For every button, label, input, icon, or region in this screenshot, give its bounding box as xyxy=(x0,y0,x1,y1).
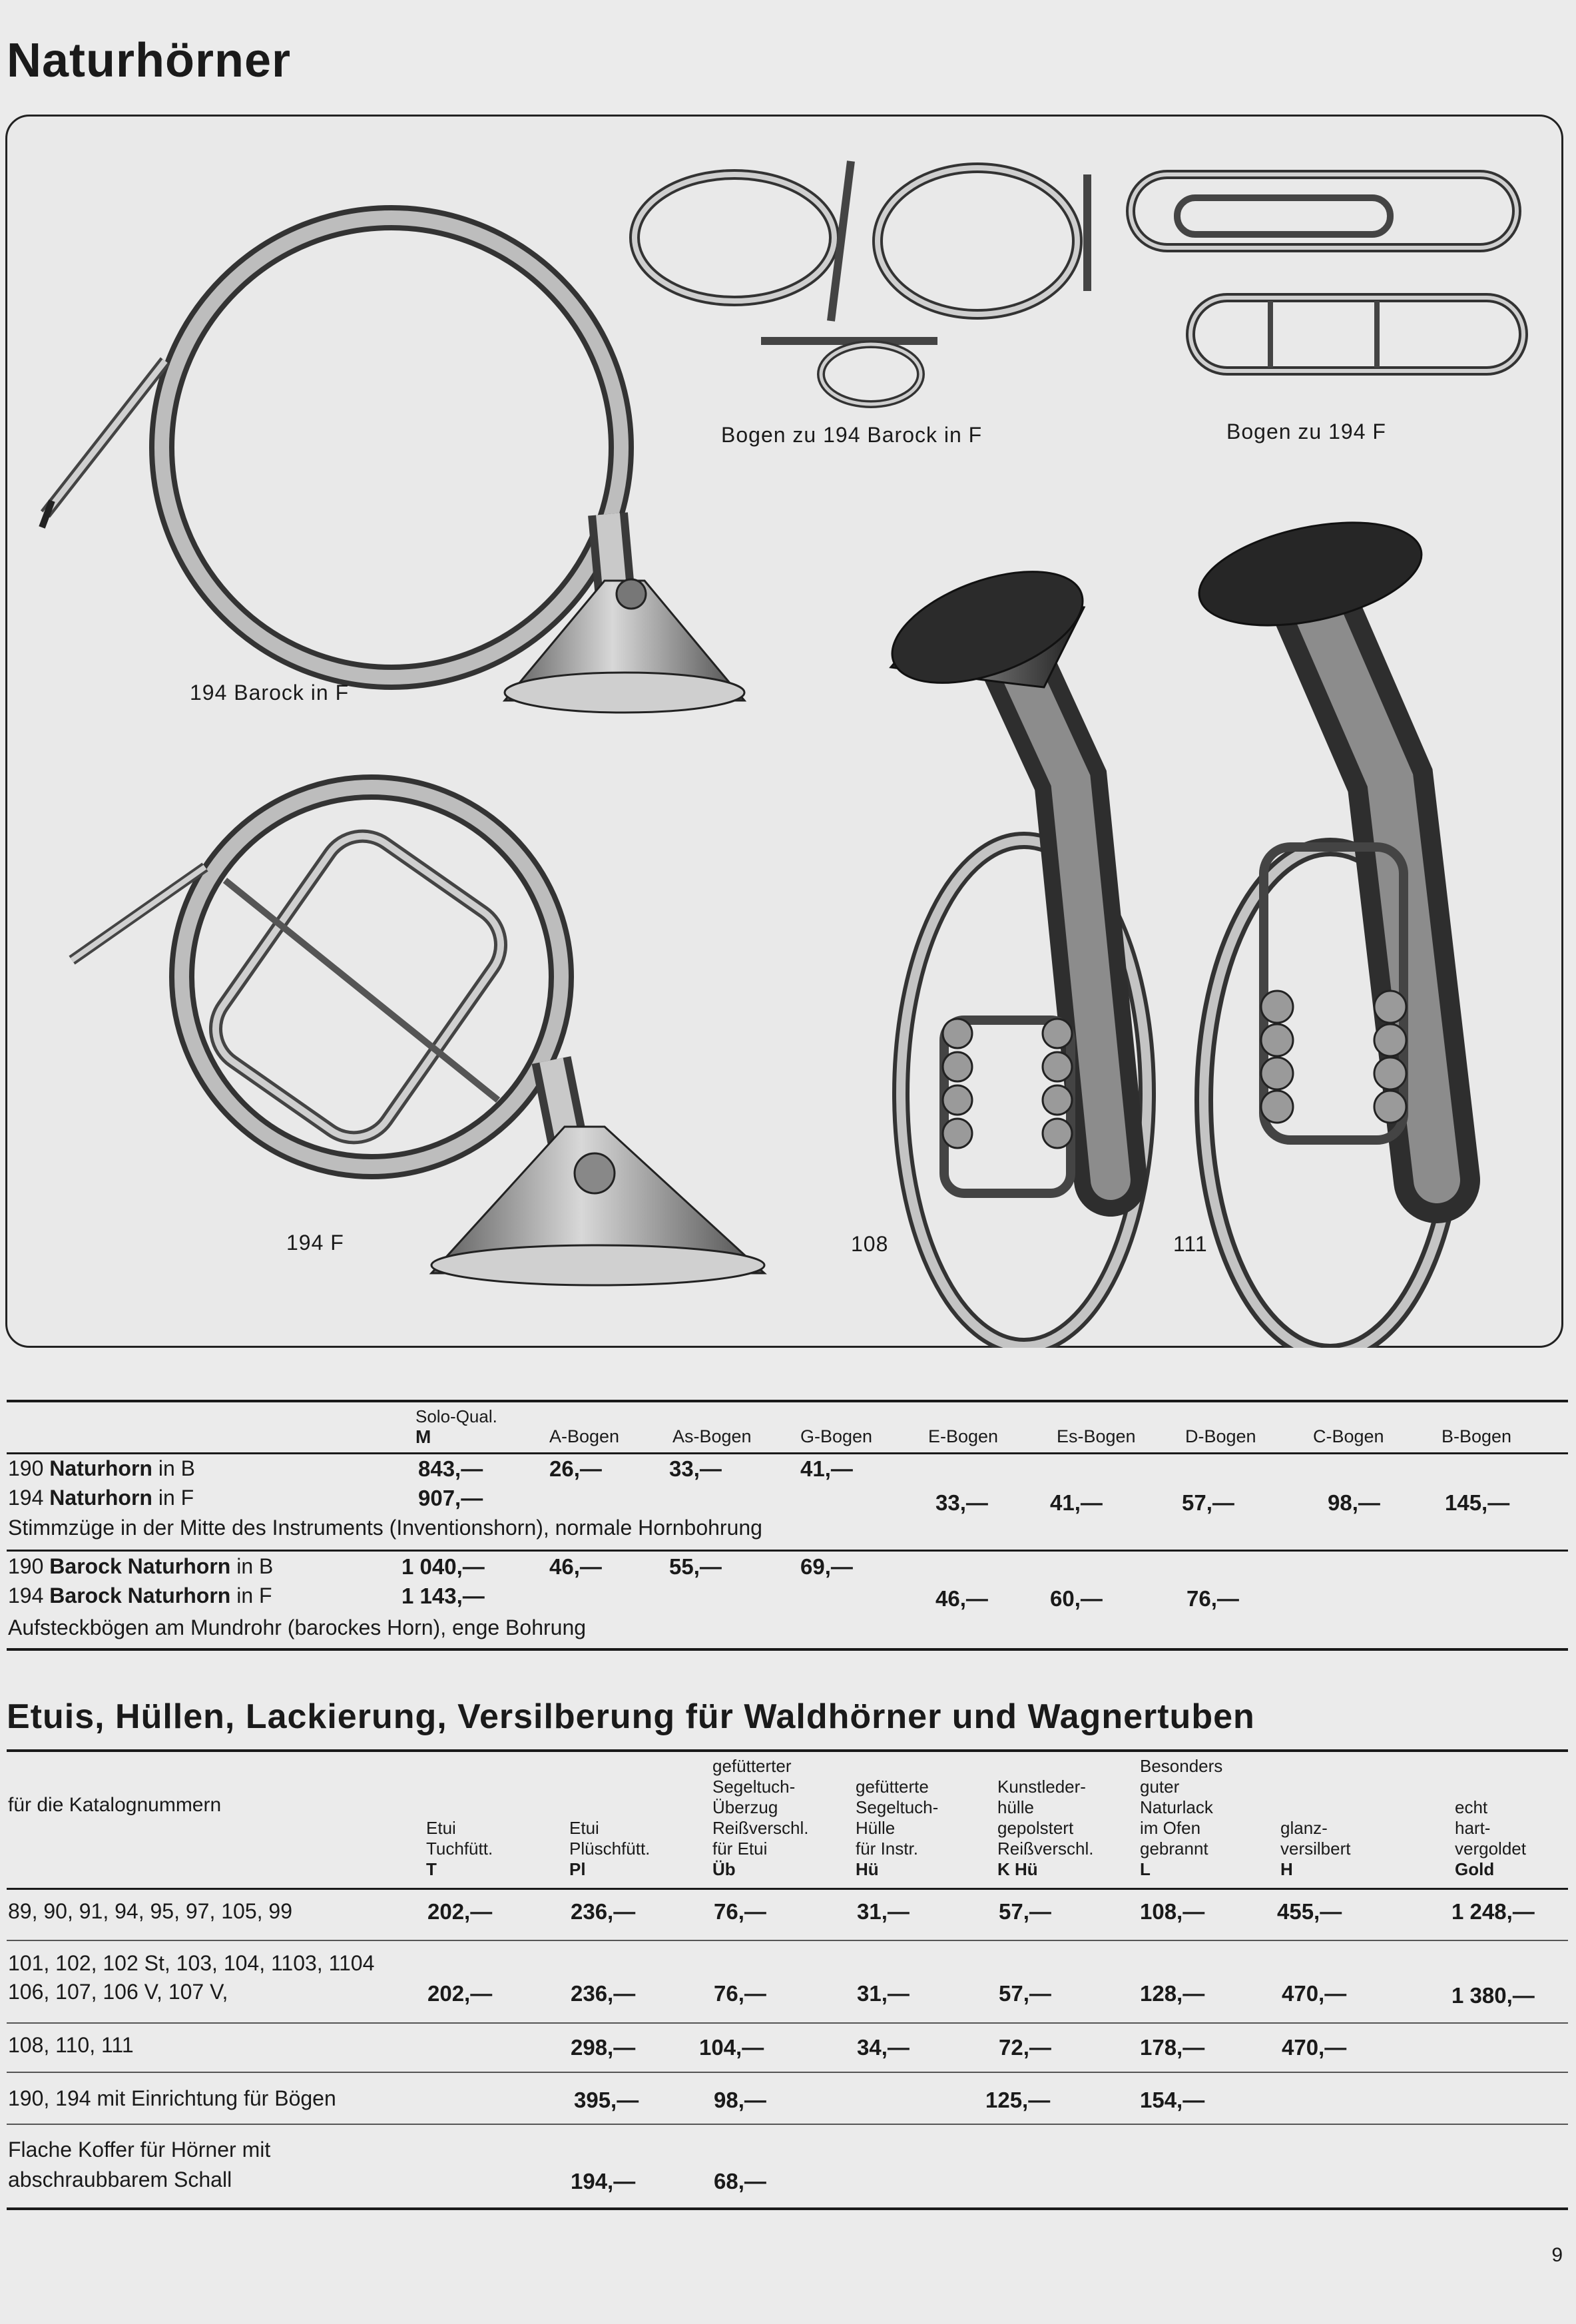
page-number: 9 xyxy=(1551,2244,1563,2266)
price-cell: 108,— xyxy=(1140,1899,1205,1924)
price-cell: 395,— xyxy=(574,2088,639,2112)
instrument-illustrations xyxy=(5,115,1563,1348)
crooks-barock-illustration xyxy=(635,161,1087,404)
table2-col-h: glanz- versilbert H xyxy=(1280,1818,1351,1879)
caption-194-barock: 194 Barock in F xyxy=(190,681,350,705)
price-cell: 128,— xyxy=(1140,1981,1205,2006)
table1-header-e-bogen: E-Bogen xyxy=(928,1426,999,1446)
tuba-111-illustration xyxy=(1190,505,1457,1348)
table1-note-1: Stimmzüge in der Mitte des Instruments (Inventionshorn), normale Hornbohrung xyxy=(8,1516,762,1540)
price-cell: 55,— xyxy=(669,1554,722,1579)
price-cell: 41,— xyxy=(800,1456,853,1481)
caption-bogen-f: Bogen zu 194 F xyxy=(1226,420,1386,443)
price-cell: 46,— xyxy=(935,1586,988,1611)
price-cell: 98,— xyxy=(714,2088,766,2112)
table1-header-a-bogen: A-Bogen xyxy=(549,1426,620,1446)
table1-top-rule xyxy=(7,1400,1568,1402)
price-cell: 68,— xyxy=(714,2169,766,2193)
table2-col-gold: echt hart- vergoldet Gold xyxy=(1455,1797,1526,1879)
price-cell: 1 248,— xyxy=(1451,1899,1535,1924)
price-cell: 145,— xyxy=(1445,1490,1510,1515)
table-row: 190, 194 mit Einrichtung für Bögen xyxy=(8,2086,336,2110)
price-cell: 31,— xyxy=(857,1981,910,2006)
table1-header-as-bogen: As-Bogen xyxy=(672,1426,752,1446)
price-cell: 76,— xyxy=(1186,1586,1239,1611)
table-row: 106, 107, 106 V, 107 V, xyxy=(8,1980,228,2004)
price-cell: 194,— xyxy=(571,2169,636,2193)
price-cell: 57,— xyxy=(1182,1490,1234,1515)
table1-bottom-rule xyxy=(7,1648,1568,1651)
price-cell: 1 143,— xyxy=(401,1584,485,1608)
price-cell: 46,— xyxy=(549,1554,602,1579)
table2-col-ub: gefütterter Segeltuch- Überzug Reißverschl. für Etui Üb xyxy=(712,1756,809,1879)
table2-col-pl: Etui Plüschfütt. Pl xyxy=(569,1818,651,1879)
table-row: 194 Naturhorn in F xyxy=(8,1486,194,1510)
table-row: 89, 90, 91, 94, 95, 97, 105, 99 xyxy=(8,1899,293,1923)
crooks-f-illustration xyxy=(1131,174,1523,371)
price-cell: 178,— xyxy=(1140,2035,1205,2060)
caption-108: 108 xyxy=(851,1232,889,1256)
table2-top-rule xyxy=(7,1749,1568,1752)
price-cell: 298,— xyxy=(571,2035,636,2060)
table1-header-g-bogen: G-Bogen xyxy=(800,1426,873,1446)
table1-header-b-bogen: B-Bogen xyxy=(1442,1426,1512,1446)
price-cell: 154,— xyxy=(1140,2088,1205,2112)
table1-header-rule xyxy=(7,1452,1568,1454)
table1-header-d-bogen: D-Bogen xyxy=(1185,1426,1256,1446)
price-cell: 455,— xyxy=(1277,1899,1342,1924)
table-row: 190 Naturhorn in B xyxy=(8,1456,195,1480)
table2-col-hu: gefütterte Segeltuch- Hülle für Instr. Hü xyxy=(856,1777,939,1879)
price-cell: 33,— xyxy=(935,1490,988,1515)
horn-194-barock-illustration xyxy=(42,218,744,713)
price-cell: 104,— xyxy=(699,2035,764,2060)
price-cell: 26,— xyxy=(549,1456,602,1481)
table2-col-l: Besonders guter Naturlack im Ofen gebrannt L xyxy=(1140,1756,1223,1879)
table-row: 190 Barock Naturhorn in B xyxy=(8,1554,274,1578)
table2-row-header: für die Katalognummern xyxy=(8,1794,222,1816)
table2-bottom-rule xyxy=(7,2207,1568,2210)
price-cell: 202,— xyxy=(427,1981,493,2006)
table2-row-rule xyxy=(7,2072,1568,2073)
price-cell: 907,— xyxy=(418,1486,483,1510)
caption-111: 111 xyxy=(1173,1232,1208,1256)
price-cell: 57,— xyxy=(999,1981,1051,2006)
table2-col-khu: Kunstleder- hülle gepolstert Reißverschl. K Hü xyxy=(997,1777,1094,1879)
price-cell: 34,— xyxy=(857,2035,910,2060)
price-cell: 57,— xyxy=(999,1899,1051,1924)
price-cell: 76,— xyxy=(714,1899,766,1924)
table2-row-rule xyxy=(7,2124,1568,2125)
table2-col-t: Etui Tuchfütt. T xyxy=(426,1818,493,1879)
table1-solo-label: Solo-Qual. xyxy=(415,1406,497,1426)
page-title: Naturhörner xyxy=(7,34,292,87)
table1-header-es-bogen: Es-Bogen xyxy=(1057,1426,1136,1446)
price-cell: 33,— xyxy=(669,1456,722,1481)
price-cell: 76,— xyxy=(714,1981,766,2006)
section-title: Etuis, Hüllen, Lackierung, Versilberung für Waldhörner und Wagnertuben xyxy=(7,1697,1255,1736)
table2-row-rule xyxy=(7,2022,1568,2024)
price-cell: 31,— xyxy=(857,1899,910,1924)
price-cell: 843,— xyxy=(418,1456,483,1481)
price-cell: 202,— xyxy=(427,1899,493,1924)
table1-header-m: M xyxy=(415,1426,431,1447)
price-cell: 98,— xyxy=(1328,1490,1380,1515)
price-cell: 125,— xyxy=(985,2088,1051,2112)
table-row: Flache Koffer für Hörner mit xyxy=(8,2138,271,2162)
tuba-108-illustration xyxy=(878,549,1147,1346)
price-cell: 1 040,— xyxy=(401,1554,485,1579)
price-cell: 41,— xyxy=(1050,1490,1103,1515)
table2-row-rule xyxy=(7,1940,1568,1941)
table2-header-rule xyxy=(7,1888,1568,1890)
table-row: 194 Barock Naturhorn in F xyxy=(8,1584,272,1607)
table1-mid-rule xyxy=(7,1550,1568,1552)
caption-bogen-barock: Bogen zu 194 Barock in F xyxy=(721,423,983,447)
price-cell: 72,— xyxy=(999,2035,1051,2060)
price-cell: 1 380,— xyxy=(1451,1983,1535,2008)
caption-194-f: 194 F xyxy=(286,1231,344,1255)
price-cell: 236,— xyxy=(571,1899,636,1924)
price-cell: 60,— xyxy=(1050,1586,1103,1611)
table1-header-c-bogen: C-Bogen xyxy=(1313,1426,1384,1446)
table-row: 101, 102, 102 St, 103, 104, 1103, 1104 xyxy=(8,1951,375,1975)
table1-note-2: Aufsteckbögen am Mundrohr (barockes Horn), enge Bohrung xyxy=(8,1615,587,1639)
price-cell: 236,— xyxy=(571,1981,636,2006)
table-row: abschraubbarem Schall xyxy=(8,2168,232,2191)
horn-194-f-illustration xyxy=(72,787,764,1285)
price-cell: 470,— xyxy=(1282,1981,1347,2006)
price-cell: 470,— xyxy=(1282,2035,1347,2060)
price-cell: 69,— xyxy=(800,1554,853,1579)
table-row: 108, 110, 111 xyxy=(8,2033,134,2057)
